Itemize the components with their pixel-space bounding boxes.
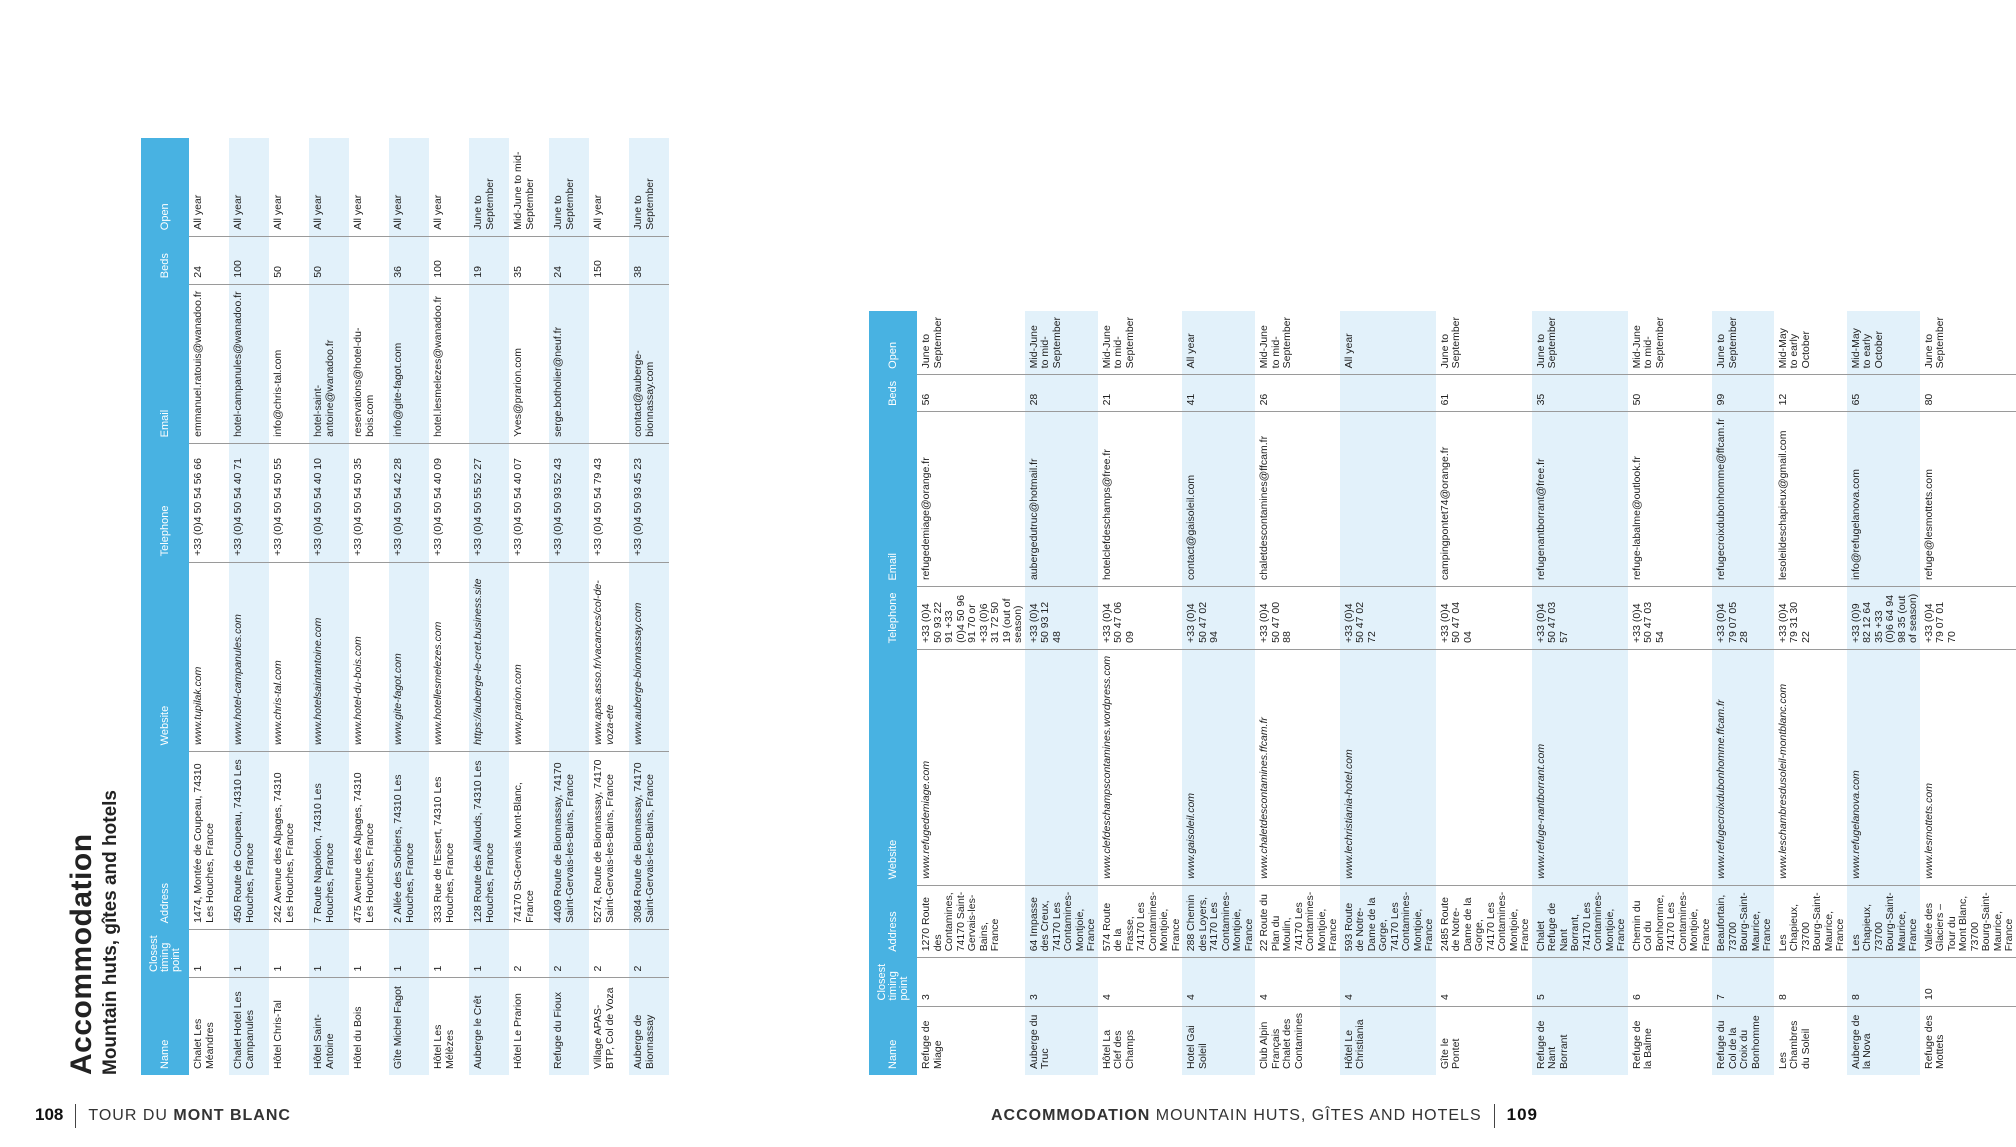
cell-name: Club Alpin Français Chalet des Contamines [1255, 1006, 1340, 1075]
cell-beds: 41 [1182, 375, 1255, 412]
page-title: Accommodation [65, 833, 98, 1075]
cell-open: June to September [1438, 316, 1462, 369]
cell-open: All year [389, 138, 429, 236]
cell-website[interactable]: www.lesmottets.com [1920, 649, 2016, 885]
cell-telephone: +33 (0)4 50 93 52 43 [549, 443, 589, 562]
table-row [1025, 311, 1098, 1075]
cell-timing: 1 [389, 929, 429, 978]
cell-beds: 65 [1847, 375, 1920, 412]
page-subtitle: Mountain huts, gîtes and hotels [100, 790, 121, 1075]
cell-website[interactable]: www.hotel-du-bois.com [349, 562, 389, 751]
cell-open: All year [1182, 311, 1255, 375]
cell-open: Mid-May to early October [1776, 328, 1812, 369]
col-header-timing: Closest timing point [869, 958, 917, 1007]
cell-name: Hôtel La Clef des Champs [1098, 1006, 1183, 1075]
table-row [1098, 311, 1183, 1075]
cell-email[interactable]: campingpontet74@orange.fr [1436, 412, 1532, 587]
table-row [1847, 311, 1920, 1075]
cell-open: June to September [1532, 311, 1628, 375]
cell-website[interactable]: www.tupilak.com [189, 562, 229, 751]
table-row [549, 138, 589, 1075]
cell-open: Mid-June to mid-September [1100, 316, 1136, 369]
cell-telephone: +33 (0)4 50 54 56 66 [189, 443, 229, 562]
table [869, 311, 2016, 1075]
cell-timing: 1 [309, 929, 349, 978]
cell-email[interactable]: info@chris-tal.com [269, 284, 309, 443]
cell-telephone: +33 (0)4 50 93 22 91 +33 (0)4 50 96 91 70 or +33 (0)6 31 72 50 19 (out of season) [917, 587, 1025, 650]
cell-timing: 1 [269, 929, 309, 978]
col-header-address: Address [869, 885, 917, 958]
cell-email[interactable]: info@gite-fagot.com [389, 284, 429, 443]
cell-timing: 5 [1532, 958, 1628, 1007]
cell-beds: 36 [389, 236, 429, 284]
table-row [1628, 311, 1713, 1075]
col-header-beds: Beds [869, 375, 917, 412]
cell-address: 7 Route Napoléon, 74310 Les Houches, France [309, 751, 349, 929]
cell-beds: 50 [1628, 375, 1713, 412]
cell-address: 2 Allée des Sorbiers, 74310 Les Houches, France [389, 751, 429, 929]
cell-email[interactable]: refugedemiage@orange.fr [917, 412, 1025, 587]
cell-name: Auberge du Truc [1025, 1006, 1098, 1075]
cell-website[interactable]: www.refugelanova.com [1847, 649, 1920, 885]
table-row [1920, 311, 2016, 1075]
cell-website[interactable]: www.auberge-bionnassay.com [629, 562, 669, 751]
cell-beds: 100 [229, 236, 269, 284]
cell-beds [1340, 375, 1436, 412]
cell-email[interactable]: hotel.lesmelezes@wanadoo.fr [429, 284, 469, 443]
cell-telephone: +33 (0)4 50 54 40 09 [429, 443, 469, 562]
cell-timing: 4 [1182, 958, 1255, 1007]
cell-website[interactable]: https://auberge-le-cret.business.site [469, 562, 509, 751]
cell-email[interactable]: reservations@hotel-du-bois.com [349, 284, 389, 443]
cell-website[interactable] [1025, 649, 1098, 885]
cell-telephone: +33 (0)4 50 54 50 55 [269, 443, 309, 562]
right-running-head-rest: MOUNTAIN HUTS, GÎTES AND HOTELS [1150, 1107, 1482, 1124]
table-row [1774, 311, 1847, 1075]
cell-telephone: +33 (0)4 50 55 52 27 [469, 443, 509, 562]
col-header-name: Name [141, 978, 189, 1075]
cell-email[interactable]: refuge-labalme@outlook.fr [1628, 412, 1713, 587]
cell-timing: 2 [549, 929, 589, 978]
cell-telephone: +33 (0)4 50 47 04 04 [1436, 587, 1532, 650]
table-row [309, 138, 349, 1075]
cell-beds: 100 [429, 236, 469, 284]
left-running-head-bold: MONT BLANC [173, 1107, 291, 1124]
cell-email[interactable]: lesoleildeschapieux@gmail.com [1774, 412, 1847, 587]
cell-name: Hôtel Le Christiania [1340, 1006, 1436, 1075]
cell-name: Gîte Michel Fagot [389, 978, 429, 1075]
cell-timing: 1 [229, 929, 269, 978]
cell-email[interactable]: refuge@lesmottets.com [1920, 412, 2016, 587]
cell-email[interactable]: refugenantborrant@free.fr [1532, 412, 1628, 587]
cell-telephone: +33 (0)4 50 54 40 07 [509, 443, 549, 562]
cell-email[interactable] [469, 284, 509, 443]
cell-beds [349, 236, 389, 284]
cell-address: Chemin du Col du Bonhomme, 74170 Les Contamines-Montjoie, France [1628, 885, 1713, 958]
cell-beds: 28 [1025, 375, 1098, 412]
cell-website[interactable]: www.apas.asso.fr/vacances/col-de-voza-ete [589, 562, 629, 751]
cell-address: 1270 Route des Contamines, 74170 Saint-Gervais-les-Bains, France [917, 885, 1025, 958]
cell-open: June to September [1712, 311, 1774, 375]
cell-open: June to September [920, 316, 944, 369]
cell-address: 593 Route de Notre-Dame de la Gorge, 74170 Les Contamines-Montjoie, France [1340, 885, 1436, 958]
cell-open: All year [272, 194, 284, 230]
cell-timing: 1 [429, 929, 469, 978]
cell-website[interactable]: www.refugecroixdubonhomme.ffcam.fr [1712, 649, 1774, 885]
col-header-email: Email [869, 412, 917, 587]
cell-website[interactable] [549, 562, 589, 751]
col-header-beds: Beds [141, 236, 189, 284]
cell-telephone: +33 (0)4 50 47 06 09 [1098, 587, 1183, 650]
cell-telephone: +33 (0)4 50 54 50 35 [349, 443, 389, 562]
cell-address: 2485 Route de Notre-Dame de la Gorge, 74170 Les Contamines-Montjoie, France [1436, 885, 1532, 958]
cell-website[interactable]: www.hotelsaintantoine.com [309, 562, 349, 751]
cell-name: Refuge de Nant Borrant [1532, 1006, 1628, 1075]
cell-email[interactable]: chaletdescontamines@ffcam.fr [1255, 412, 1340, 587]
col-header-open: Open [141, 138, 189, 236]
table-header-row [869, 311, 917, 1075]
table-row [269, 138, 309, 1075]
cell-timing: 3 [1025, 958, 1098, 1007]
col-header-email: Email [141, 284, 189, 443]
cell-telephone: +33 (0)4 50 54 42 28 [389, 443, 429, 562]
footer-divider [1494, 1104, 1495, 1128]
cell-name: Chalet Hotel Les Campanules [229, 978, 269, 1075]
cell-email[interactable] [589, 284, 629, 443]
left-running-head-prefix: TOUR DU [88, 1107, 174, 1124]
cell-address: Les Chapieux, 73700 Bourg-Saint-Maurice, France [1847, 885, 1920, 958]
cell-name: Auberge le Crêt [469, 978, 509, 1075]
cell-name: Auberge de Bionnassay [629, 978, 669, 1075]
table-row [509, 138, 549, 1075]
cell-telephone: +33 (0)9 82 12 64 35 +33 (0)6 64 94 98 35 (out of season) [1847, 587, 1920, 650]
cell-open: All year [1340, 311, 1436, 375]
cell-open: All year [192, 194, 204, 230]
cell-beds: 80 [1920, 375, 2016, 412]
cell-website[interactable]: www.refugedemiage.com [917, 649, 1025, 885]
cell-name: Hôtel Saint-Antoine [309, 978, 349, 1075]
cell-telephone: +33 (0)4 50 47 02 94 [1182, 587, 1255, 650]
cell-website[interactable]: www.gaisoleil.com [1182, 649, 1255, 885]
cell-telephone: +33 (0)4 50 47 02 72 [1340, 587, 1436, 650]
table-row [1436, 311, 1532, 1075]
cell-name: Gîte le Pontet [1436, 1006, 1532, 1075]
cell-name: Hôtel Le Prarion [509, 978, 549, 1075]
col-header-open: Open [869, 311, 917, 375]
table-row [1532, 311, 1628, 1075]
cell-open: June to September [549, 138, 589, 236]
cell-email[interactable]: contact@gaisoleil.com [1182, 412, 1255, 587]
cell-telephone: +33 (0)4 50 47 03 57 [1532, 587, 1628, 650]
cell-website[interactable]: www.chaletdescontamines.ffcam.fr [1255, 649, 1340, 885]
cell-beds: 24 [549, 236, 589, 284]
cell-timing: 10 [1920, 958, 2016, 1007]
col-header-website: Website [141, 562, 189, 751]
footer-divider [75, 1104, 76, 1128]
cell-website[interactable] [1628, 649, 1713, 885]
accommodation-table-right [869, 311, 2016, 1075]
cell-website[interactable] [1436, 649, 1532, 885]
cell-open: June to September [469, 138, 509, 236]
cell-timing: 4 [1340, 958, 1436, 1007]
table-row [469, 138, 509, 1075]
cell-open: Mid-June to mid-September [1630, 316, 1666, 369]
cell-email[interactable]: hotel-saint-antoine@wanadoo.fr [309, 284, 349, 443]
cell-open: All year [309, 138, 349, 236]
right-running-head-bold: ACCOMMODATION [990, 1107, 1151, 1124]
cell-address: Beaufortain, 73700 Bourg-Saint-Maurice, France [1712, 885, 1774, 958]
col-header-timing: Closest timing point [141, 929, 189, 978]
cell-timing: 8 [1847, 958, 1920, 1007]
cell-website[interactable]: www.gite-fagot.com [389, 562, 429, 751]
cell-email[interactable]: emmanuel.ratouis@wanadoo.fr [189, 284, 229, 443]
cell-name: Hotel Gai Soleil [1182, 1006, 1255, 1075]
cell-address: 333 Rue de l'Essert, 74310 Les Houches, France [429, 751, 469, 929]
cell-name: Refuge du Col de la Croix du Bonhomme [1712, 1006, 1774, 1075]
cell-address: 574 Route de la Frasse, 74170 Les Contamines-Montjoie, France [1098, 885, 1183, 958]
cell-address: Vallée des Glaciers – Tour du Mont Blanc, 73700 Bourg-Saint-Maurice, France [1920, 885, 2016, 958]
cell-email[interactable]: aubergedutruc@hotmail.fr [1025, 412, 1098, 587]
cell-telephone: +33 (0)4 79 07 01 70 [1920, 587, 2016, 650]
cell-open: Mid-June to mid-September [1025, 311, 1098, 375]
cell-telephone: +33 (0)4 50 54 40 10 [309, 443, 349, 562]
cell-timing: 4 [1436, 958, 1532, 1007]
cell-name: Refuge de Miage [917, 1006, 1025, 1075]
cell-beds: 61 [1436, 375, 1532, 412]
cell-address: 3084 Route de Bionnassay, 74170 Saint-Gervais-les-Bains, France [629, 751, 669, 929]
cell-open: Mid-May to early October [1847, 311, 1920, 375]
cell-beds: 99 [1712, 375, 1774, 412]
cell-email[interactable]: hotel-campanules@wanadoo.fr [229, 284, 269, 443]
cell-telephone: +33 (0)4 50 47 00 88 [1255, 587, 1340, 650]
cell-timing: 7 [1712, 958, 1774, 1007]
cell-beds: 35 [509, 236, 549, 284]
cell-timing: 1 [349, 929, 389, 978]
cell-open: June to September [1922, 316, 1946, 369]
cell-timing: 2 [509, 929, 549, 978]
cell-name: Refuge des Mottets [1920, 1006, 2016, 1075]
cell-website[interactable]: www.chris-tal.com [269, 562, 309, 751]
right-page-number: 109 [1506, 1105, 1538, 1124]
cell-open: June to September [629, 138, 669, 236]
left-footer [35, 1103, 291, 1128]
cell-address: Chalet Refuge de Nant Borrant, 74170 Les Contamines-Montjoie, France [1532, 885, 1628, 958]
cell-website[interactable]: www.refuge-nantborrant.com [1532, 649, 1628, 885]
cell-address: Les Chapieux, 73700 Bourg-Saint-Maurice, France [1774, 885, 1847, 958]
table-row [629, 138, 669, 1075]
cell-beds: 21 [1098, 375, 1183, 412]
col-header-telephone: Telephone [141, 443, 189, 562]
table-row [429, 138, 469, 1075]
accommodation-table-left [141, 138, 669, 1075]
cell-name: Auberge de la Nova [1847, 1006, 1920, 1075]
cell-open: All year [352, 194, 364, 230]
col-header-telephone: Telephone [869, 587, 917, 650]
cell-telephone: +33 (0)4 50 47 03 54 [1628, 587, 1713, 650]
cell-telephone: +33 (0)4 50 93 45 23 [629, 443, 669, 562]
cell-website[interactable]: www.hotellesmelezes.com [429, 562, 469, 751]
cell-email[interactable]: info@refugelanova.com [1847, 412, 1920, 587]
cell-name: Hôtel Les Mélèzes [429, 978, 469, 1075]
table-row [1182, 311, 1255, 1075]
cell-open: Mid-June to mid-September [1258, 316, 1293, 369]
cell-email[interactable]: contact@auberge-bionnassay.com [629, 284, 669, 443]
col-header-website: Website [869, 649, 917, 885]
cell-beds: 19 [469, 236, 509, 284]
cell-email[interactable]: serge.botholier@neuf.fr [549, 284, 589, 443]
table-row [229, 138, 269, 1075]
cell-address: 128 Route des Aillouds, 74310 Les Houches, France [469, 751, 509, 929]
cell-beds: 56 [917, 375, 1025, 412]
cell-website[interactable]: www.leschambresdusoleil-montblanc.com [1774, 649, 1847, 885]
cell-address: 74170 St-Gervais Mont-Blanc, France [509, 751, 549, 929]
cell-beds: 50 [269, 236, 309, 284]
cell-beds: 50 [309, 236, 349, 284]
cell-name: Village APAS-BTP, Col de Voza [589, 978, 629, 1075]
cell-timing: 3 [917, 958, 1025, 1007]
cell-beds: 35 [1532, 375, 1628, 412]
cell-address: 4409 Route de Bionnassay, 74170 Saint-Gervais-les-Bains, France [549, 751, 589, 929]
cell-address: 1474, Montée de Coupeau, 74310 Les Houches, France [189, 751, 229, 929]
cell-beds: 12 [1774, 375, 1847, 412]
left-page-number: 108 [35, 1105, 64, 1124]
table-row [189, 138, 229, 1075]
page-heading [65, 790, 123, 1075]
right-footer [991, 1103, 1538, 1128]
cell-beds: 150 [589, 236, 629, 284]
cell-address: 5274, Route de Bionnassay, 74170 Saint-Gervais-les-Bains, France [589, 751, 629, 929]
cell-timing: 2 [589, 929, 629, 978]
cell-beds: 38 [629, 236, 669, 284]
cell-address: 475 Avenue des Alpages, 74310 Les Houches, France [349, 751, 389, 929]
cell-telephone: +33 (0)4 79 07 05 28 [1712, 587, 1774, 650]
cell-name: Chalet Les Méandres [189, 978, 229, 1075]
col-header-address: Address [141, 751, 189, 929]
cell-email[interactable] [1340, 412, 1436, 587]
table-row [349, 138, 389, 1075]
cell-email[interactable]: refugecroixdubonhomme@ffcam.fr [1712, 412, 1774, 587]
cell-address: 288 Chemin des Loyers, 74170 Les Contamines-Montjoie, France [1182, 885, 1255, 958]
table [141, 138, 669, 1075]
table-row [917, 311, 1025, 1075]
cell-address: 64 Impasse des Creux, 74170 Les Contamines-Montjoie, France [1025, 885, 1098, 958]
cell-open: All year [229, 138, 269, 236]
cell-open: All year [592, 194, 604, 230]
cell-open: Mid-June to mid-September [512, 151, 536, 230]
cell-name: Hôtel Chris-Tal [269, 978, 309, 1075]
cell-address: 22 Route du Plan du Moulin, 74170 Les Contamines-Montjoie, France [1255, 885, 1340, 958]
cell-name: Hôtel du Bois [349, 978, 389, 1075]
cell-name: Refuge de la Balme [1628, 1006, 1713, 1075]
cell-address: 450 Route de Coupeau, 74310 Les Houches, France [229, 751, 269, 929]
cell-name: Les Chambres du Soleil [1774, 1006, 1847, 1075]
cell-timing: 1 [469, 929, 509, 978]
cell-website[interactable]: www.hotel-campanules.com [229, 562, 269, 751]
cell-beds: 26 [1255, 375, 1340, 412]
cell-beds: 24 [189, 236, 229, 284]
cell-telephone: +33 (0)4 79 31 30 22 [1774, 587, 1847, 650]
cell-website[interactable]: www.lechristiania-hotel.com [1340, 649, 1436, 885]
cell-open: All year [432, 194, 444, 230]
cell-name: Refuge du Fioux [549, 978, 589, 1075]
cell-timing: 4 [1098, 958, 1183, 1007]
cell-timing: 4 [1255, 958, 1340, 1007]
table-header-row [141, 138, 189, 1075]
table-row [389, 138, 429, 1075]
cell-email[interactable]: Yves@prarion.com [509, 284, 549, 443]
cell-website[interactable]: www.clefdeschampscontamines.wordpress.com [1098, 649, 1183, 885]
cell-timing: 8 [1774, 958, 1847, 1007]
cell-timing: 2 [629, 929, 669, 978]
cell-timing: 1 [189, 929, 229, 978]
table-row [589, 138, 629, 1075]
table-row [1712, 311, 1774, 1075]
cell-email[interactable]: hotelclefdeschamps@free.fr [1098, 412, 1183, 587]
cell-telephone: +33 (0)4 50 93 12 48 [1025, 587, 1098, 650]
table-row [1340, 311, 1436, 1075]
cell-timing: 6 [1628, 958, 1713, 1007]
cell-address: 242 Avenue des Alpages, 74310 Les Houches, France [269, 751, 309, 929]
col-header-name: Name [869, 1006, 917, 1075]
cell-telephone: +33 (0)4 50 54 40 71 [229, 443, 269, 562]
table-row [1255, 311, 1340, 1075]
cell-telephone: +33 (0)4 50 54 79 43 [589, 443, 629, 562]
cell-website[interactable]: www.prarion.com [509, 562, 549, 751]
